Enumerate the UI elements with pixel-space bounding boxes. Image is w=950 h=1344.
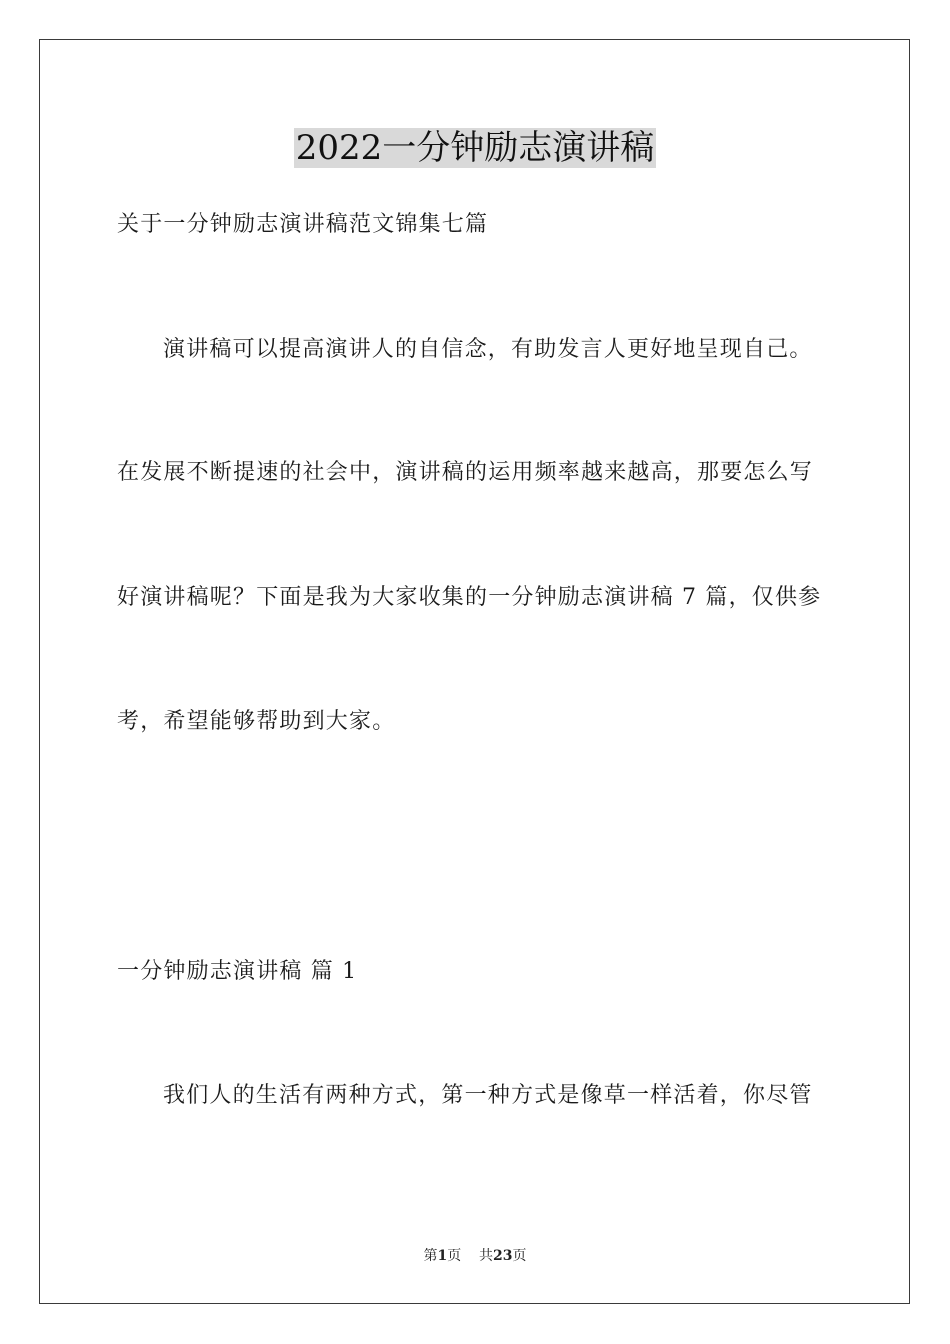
intro-line-4: 考，希望能够帮助到大家。 bbox=[117, 709, 396, 734]
footer-total-pages: 23 bbox=[493, 1248, 513, 1264]
page-footer bbox=[0, 1246, 950, 1266]
intro-line-2: 在发展不断提速的社会中，演讲稿的运用频率越来越高，那要怎么写 bbox=[117, 460, 814, 485]
footer-suffix: 页 bbox=[512, 1248, 527, 1264]
footer-page-number: 1 bbox=[437, 1248, 448, 1264]
intro-line-3: 好演讲稿呢？下面是我为大家收集的一分钟励志演讲稿 7 篇，仅供参 bbox=[117, 585, 822, 610]
document-subtitle: 关于一分钟励志演讲稿范文锦集七篇 bbox=[117, 212, 489, 237]
intro-line-1: 演讲稿可以提高演讲人的自信念，有助发言人更好地呈现自己。 bbox=[163, 337, 813, 362]
document-title: 2022一分钟励志演讲稿 bbox=[295, 128, 655, 168]
section-paragraph-line-1: 我们人的生活有两种方式，第一种方式是像草一样活着，你尽管 bbox=[163, 1083, 813, 1108]
title-container bbox=[0, 128, 950, 168]
footer-middle: 页 共 bbox=[447, 1248, 494, 1264]
section-heading: 一分钟励志演讲稿 篇 1 bbox=[117, 959, 358, 984]
footer-prefix: 第 bbox=[423, 1248, 438, 1264]
